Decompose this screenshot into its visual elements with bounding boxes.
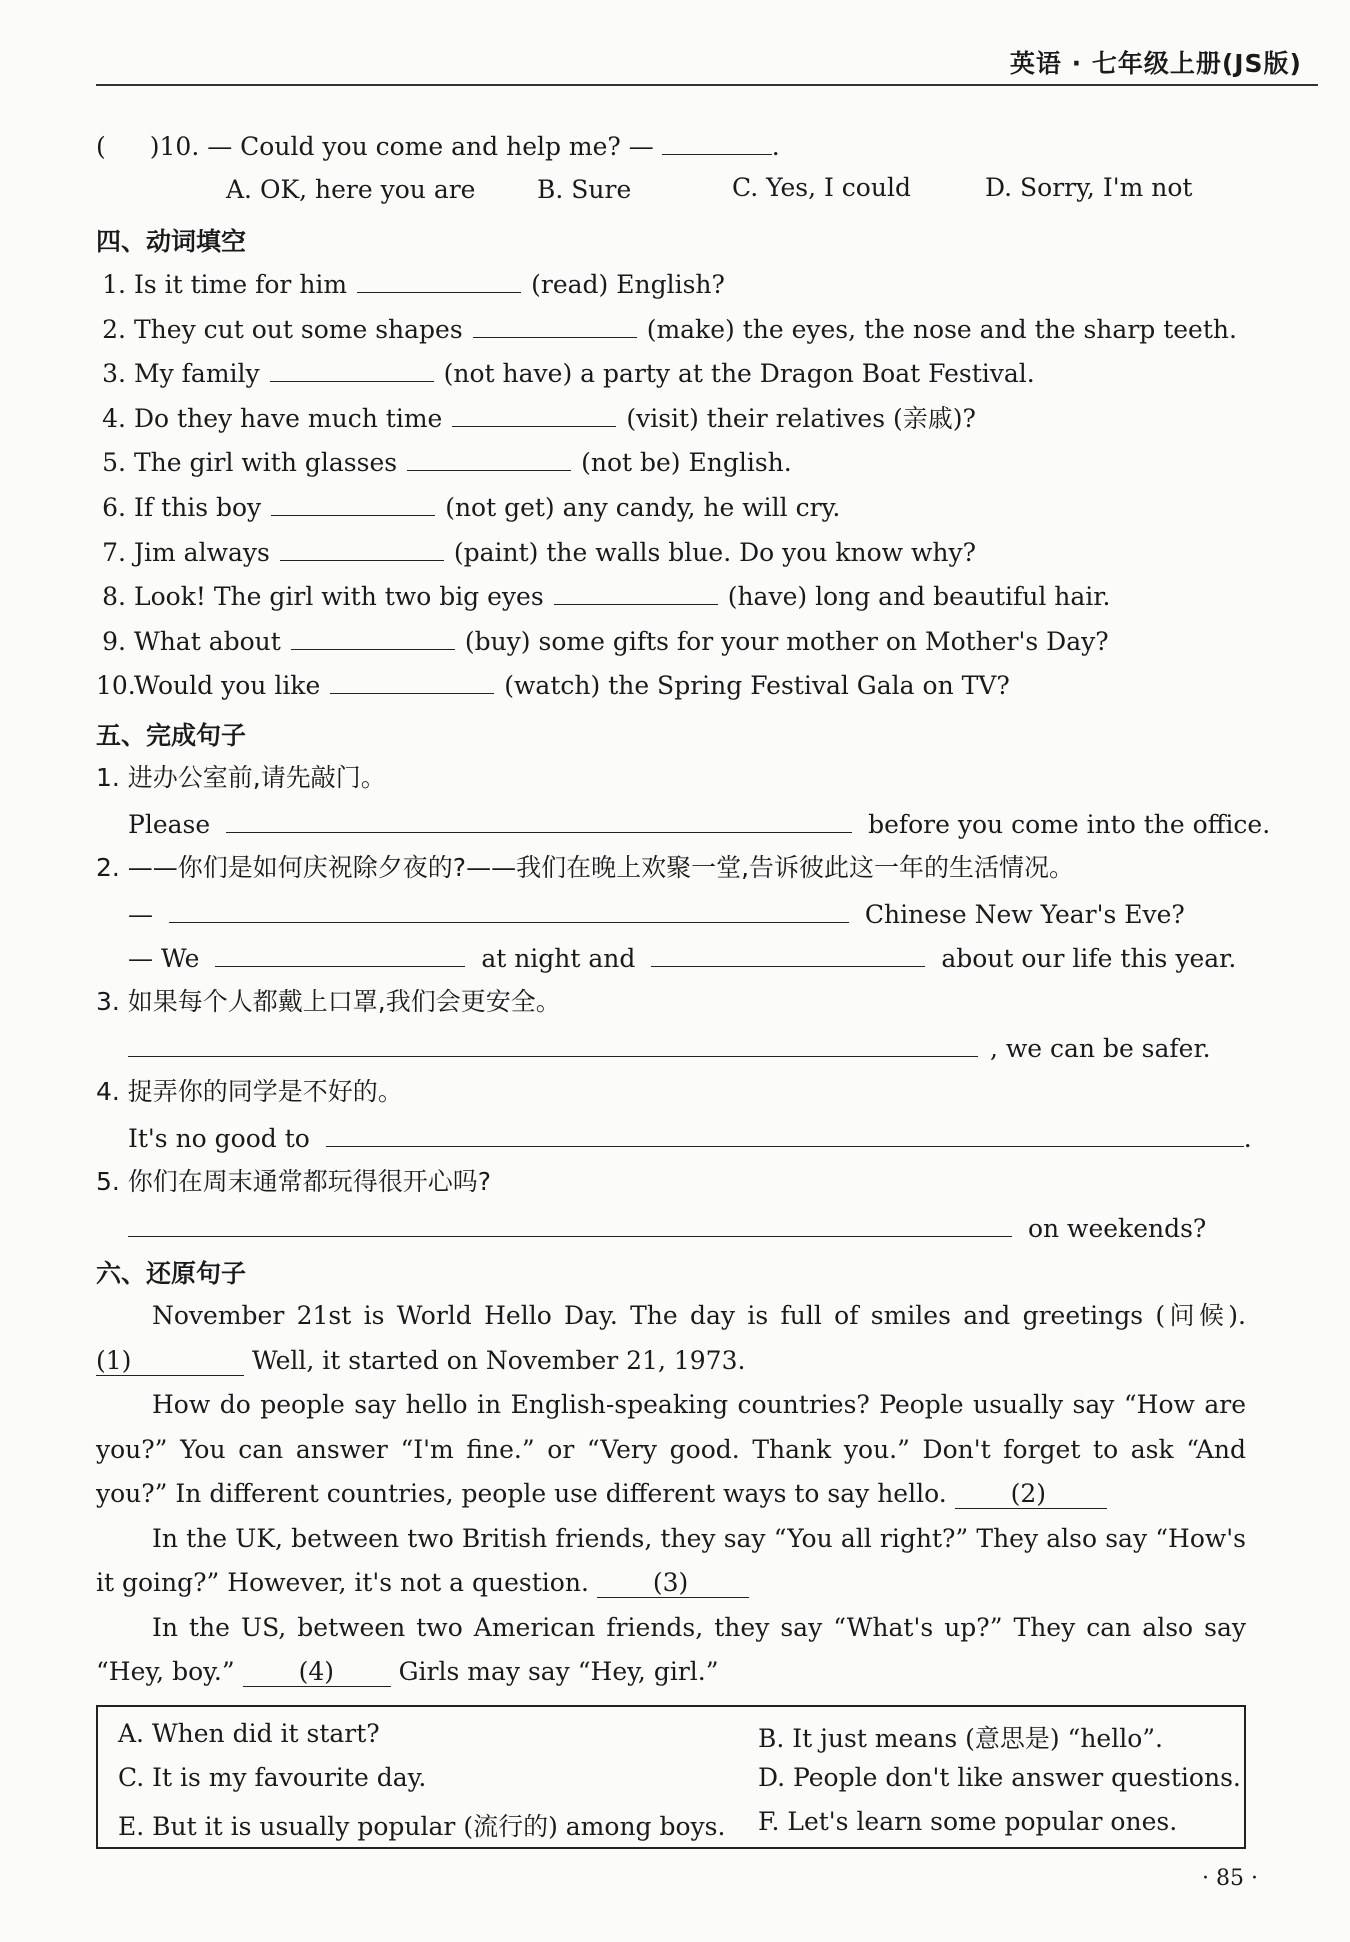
s5-q1-before: Please xyxy=(128,810,211,839)
s5-q1-blank[interactable] xyxy=(226,806,852,833)
option-b: B. It just means (意思是) “hello”. xyxy=(758,1724,1163,1753)
s5-q2-blank2[interactable] xyxy=(215,940,465,967)
verb-item-blank[interactable] xyxy=(554,578,718,605)
option-c: C. It is my favourite day. xyxy=(118,1763,427,1792)
s5-q3-blank[interactable] xyxy=(128,1030,978,1057)
s5-q2-blank3[interactable] xyxy=(651,940,925,967)
p4-text-b: Girls may say “Hey, girl.” xyxy=(398,1657,719,1686)
verb-item-number: 8. xyxy=(102,582,126,612)
section5-title: 五、完成句子 xyxy=(96,721,247,750)
q10-paren-close: ) xyxy=(149,132,160,161)
verb-item-after: (not be) English. xyxy=(581,448,792,478)
passage-blank-4-label: (4) xyxy=(298,1657,335,1686)
verb-item-blank[interactable] xyxy=(452,400,616,427)
verb-item-blank[interactable] xyxy=(280,534,444,561)
verb-item-7 xyxy=(96,534,976,569)
q10-option-a: A. OK, here you are xyxy=(226,175,476,204)
verb-item-before: Is it time for him xyxy=(134,270,348,299)
q10-option-d: D. Sorry, I'm not xyxy=(985,173,1193,202)
verb-item-10 xyxy=(96,667,1010,702)
verb-item-before: Do they have much time xyxy=(134,403,443,433)
s5-q2-mid: at night and xyxy=(481,944,636,973)
section4-title: 四、动词填空 xyxy=(96,227,247,256)
verb-item-number: 9. xyxy=(102,626,126,656)
s5-q2-line2 xyxy=(128,940,1236,975)
verb-item-blank[interactable] xyxy=(271,489,435,516)
s5-q2-after1: Chinese New Year's Eve? xyxy=(864,900,1185,929)
verb-item-before: My family xyxy=(134,359,260,389)
p2-text-a: How do people say hello in English-speaking countries? People usually say “How are you?” You can answer “I'm fine.” or “Very good. Thank you.” Don't forget to ask “And you?” In different countries, people use different ways to say hello. xyxy=(96,1390,1246,1508)
verb-item-after: (not have) a party at the Dragon Boat Festival. xyxy=(443,359,1035,389)
s5-q1-after: before you come into the office. xyxy=(868,810,1271,839)
s5-q2-blank1[interactable] xyxy=(169,896,849,923)
verb-item-number: 5. xyxy=(102,448,126,478)
passage-paragraph-4 xyxy=(96,1606,1246,1695)
option-a: A. When did it start? xyxy=(118,1719,380,1748)
s5-q2-dash: — xyxy=(128,900,153,929)
passage-paragraph-3 xyxy=(96,1517,1246,1606)
s5-q4-blank[interactable] xyxy=(326,1120,1244,1147)
verb-item-before: If this boy xyxy=(134,493,262,522)
option-d: D. People don't like answer questions. xyxy=(758,1763,1241,1792)
verb-item-after: (read) English? xyxy=(531,270,725,299)
verb-item-number: 10. xyxy=(96,671,136,701)
verb-item-number: 3. xyxy=(102,359,126,389)
p3-text-a: In the UK, between two British friends, they say “You all right?” They also say “How's it going?” However, it's not a question. xyxy=(96,1523,1246,1597)
s5-q3-line xyxy=(128,1030,1211,1065)
verb-item-before: Look! The girl with two big eyes xyxy=(134,582,544,612)
q10-answer-blank[interactable] xyxy=(662,128,772,155)
passage-blank-2[interactable] xyxy=(955,1480,1107,1509)
verb-item-number: 2. xyxy=(102,314,126,344)
verb-item-number: 6. xyxy=(102,493,126,522)
verb-item-blank[interactable] xyxy=(357,266,521,293)
passage-blank-4[interactable] xyxy=(243,1658,391,1687)
option-e: E. But it is usually popular (流行的) among boys. xyxy=(118,1812,726,1841)
q10-option-b: B. Sure xyxy=(537,175,632,204)
verb-item-before: Would you like xyxy=(134,671,321,701)
p4-text-a: In the US, between two American friends, they say “What's up?” They can also say “Hey, boy.” xyxy=(96,1612,1246,1686)
verb-item-5 xyxy=(96,444,792,479)
verb-item-1 xyxy=(96,266,725,301)
s5-q2-line1 xyxy=(128,896,1185,931)
verb-item-number: 1. xyxy=(102,270,126,299)
q10-stem: 10. — Could you come and help me? — xyxy=(159,132,654,161)
verb-item-after: (not get) any candy, he will cry. xyxy=(445,493,841,522)
passage-blank-3-label: (3) xyxy=(652,1568,689,1597)
s5-q5-cn: 5. 你们在周末通常都玩得很开心吗? xyxy=(96,1167,492,1196)
p1-text-b: Well, it started on November 21, 1973. xyxy=(251,1345,746,1375)
q10-option-c: C. Yes, I could xyxy=(732,173,911,202)
verb-item-after: (make) the eyes, the nose and the sharp teeth. xyxy=(646,314,1237,344)
s5-q4-line xyxy=(128,1120,1252,1155)
passage-blank-1-label: (1) xyxy=(96,1345,132,1375)
option-f: F. Let's learn some popular ones. xyxy=(758,1807,1178,1836)
verb-item-before: The girl with glasses xyxy=(134,448,398,478)
verb-item-8 xyxy=(96,578,1110,613)
s5-q2-after2: about our life this year. xyxy=(941,944,1237,973)
s5-q4-cn: 4. 捉弄你的同学是不好的。 xyxy=(96,1077,403,1106)
verb-item-before: Jim always xyxy=(134,537,270,567)
verb-item-after: (paint) the walls blue. Do you know why? xyxy=(453,537,977,567)
q10-end: . xyxy=(771,132,780,161)
options-box xyxy=(96,1705,1246,1849)
q10-paren-open: ( xyxy=(96,132,106,161)
passage-blank-1[interactable] xyxy=(96,1347,244,1376)
verb-item-before: What about xyxy=(134,626,281,656)
passage-paragraph-2 xyxy=(96,1383,1246,1517)
verb-item-blank[interactable] xyxy=(473,311,637,338)
s5-q3-cn: 3. 如果每个人都戴上口罩,我们会更安全。 xyxy=(96,987,561,1016)
verb-item-before: They cut out some shapes xyxy=(134,314,463,344)
verb-item-3 xyxy=(96,355,1035,390)
s5-q3-after: , we can be safer. xyxy=(989,1034,1211,1063)
s5-q2-we: — We xyxy=(128,944,200,973)
verb-item-number: 7. xyxy=(102,537,126,567)
page-number: · 85 · xyxy=(1202,1866,1258,1891)
section6-passage xyxy=(96,1294,1246,1695)
page-header-title: 英语 · 七年级上册(JS版) xyxy=(1009,49,1302,78)
s5-q5-line xyxy=(128,1210,1206,1245)
s5-q2-cn: 2. ——你们是如何庆祝除夕夜的?——我们在晚上欢聚一堂,告诉彼此这一年的生活情况。 xyxy=(96,853,1075,882)
verb-item-after: (have) long and beautiful hair. xyxy=(727,582,1111,612)
s5-q4-before: It's no good to xyxy=(128,1124,310,1153)
s5-q4-after: . xyxy=(1243,1124,1252,1153)
s5-q1-cn: 1. 进办公室前,请先敲门。 xyxy=(96,763,386,792)
verb-item-after: (buy) some gifts for your mother on Mother's Day? xyxy=(464,626,1109,656)
verb-item-after: (visit) their relatives (亲戚)? xyxy=(626,403,976,433)
verb-item-blank[interactable] xyxy=(270,355,434,382)
q10-line xyxy=(96,128,780,163)
s5-q5-after: on weekends? xyxy=(1027,1214,1207,1243)
verb-item-blank[interactable] xyxy=(330,667,494,694)
verb-item-blank[interactable] xyxy=(291,623,455,650)
verb-item-number: 4. xyxy=(102,403,126,433)
verb-item-blank[interactable] xyxy=(407,444,571,471)
verb-item-after: (watch) the Spring Festival Gala on TV? xyxy=(504,671,1010,701)
s5-q5-blank[interactable] xyxy=(128,1210,1012,1237)
header-rule xyxy=(96,84,1318,86)
s5-q1-line xyxy=(128,806,1270,841)
section6-title: 六、还原句子 xyxy=(96,1259,247,1288)
passage-blank-2-label: (2) xyxy=(1010,1479,1047,1508)
passage-paragraph-1 xyxy=(96,1294,1246,1383)
verb-item-4 xyxy=(96,400,976,435)
verb-item-6 xyxy=(96,489,840,524)
verb-item-9 xyxy=(96,623,1109,658)
verb-item-2 xyxy=(96,311,1237,346)
p1-text-a: November 21st is World Hello Day. The day is full of smiles and greetings (问候). xyxy=(152,1301,1246,1330)
passage-blank-3[interactable] xyxy=(597,1569,749,1598)
